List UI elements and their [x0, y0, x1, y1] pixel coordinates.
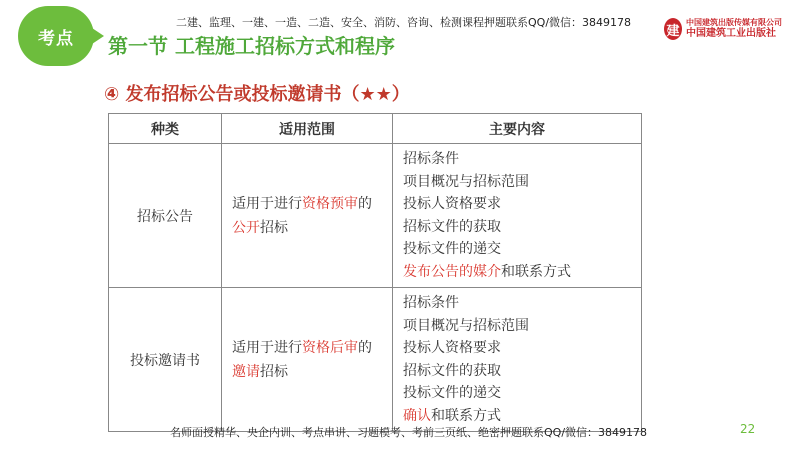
scope-highlight: 公开: [232, 219, 260, 236]
content-item: 招标条件: [403, 295, 459, 311]
header-type: 种类: [109, 114, 222, 144]
subheading: ④ 发布招标公告或投标邀请书（★★）: [104, 84, 410, 105]
table-row: [109, 144, 642, 288]
content-item: 项目概况与招标范围: [403, 317, 529, 334]
scope-text: 适用于进行: [232, 195, 302, 212]
content-highlight: 发布公告的媒介: [403, 263, 501, 280]
footer-banner: 名师面授精华、央企内训、考点串讲、习题模考、考前三页纸、绝密押题联系QQ/微信：3849178: [170, 426, 648, 439]
publisher-logo: [664, 12, 782, 46]
top-banner: 二建、监理、一建、一造、二造、安全、消防、咨询、检测课程押题联系QQ/微信：3849178: [176, 16, 632, 29]
scope-text: 招标: [260, 363, 288, 380]
scope-text: 的: [358, 339, 372, 356]
logo-line-2: 中国建筑工业出版社: [686, 27, 776, 39]
scope-text: 招标: [260, 219, 288, 236]
content-text: 和联系方式: [431, 407, 501, 424]
publisher-logo-icon: 建: [664, 18, 682, 40]
row-type: 招标公告: [109, 144, 222, 288]
content-item: 招标文件的获取: [403, 218, 501, 235]
content-item: 投标文件的递交: [403, 385, 501, 401]
section-title: 第一节 工程施工招标方式和程序: [108, 34, 395, 58]
row-type: 投标邀请书: [109, 288, 222, 432]
content-item: 招标文件的获取: [403, 362, 501, 379]
scope-text: 的: [358, 195, 372, 212]
page-number: 22: [740, 422, 756, 436]
scope-highlight: 邀请: [232, 363, 260, 380]
content-text: 和联系方式: [501, 263, 571, 280]
scope-highlight: 资格后审: [302, 339, 358, 356]
row-scope: [222, 144, 393, 288]
table-row: [109, 288, 642, 432]
content-highlight: 确认: [403, 407, 431, 424]
content-item: [403, 261, 631, 284]
scope-highlight: 资格预审: [302, 195, 358, 212]
row-scope: [222, 288, 393, 432]
content-item: 招标条件: [403, 151, 459, 167]
logo-line-1: 中国建筑出版传媒有限公司: [686, 18, 782, 28]
content-item: 投标文件的递交: [403, 241, 501, 257]
row-content: [393, 144, 642, 288]
scope-text: 适用于进行: [232, 339, 302, 356]
content-item: 投标人资格要求: [403, 196, 501, 212]
header-content: 主要内容: [393, 114, 642, 144]
content-item: 项目概况与招标范围: [403, 173, 529, 190]
content-item: 投标人资格要求: [403, 340, 501, 356]
header-scope: 适用范围: [222, 114, 393, 144]
table-header-row: [109, 114, 642, 144]
content-table: [108, 113, 642, 432]
topic-badge: 考点: [18, 6, 94, 66]
row-content: [393, 288, 642, 432]
